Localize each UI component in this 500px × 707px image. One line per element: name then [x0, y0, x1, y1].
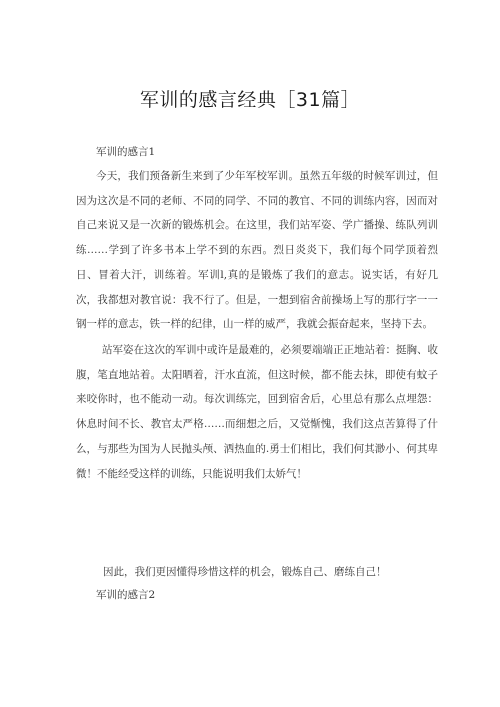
paragraph-2: 站军姿在这次的军训中或许是最难的，必须要端端正正地站着：挺胸、收腹，笔直地站着。太阳晒着，汗水直流，但这时候，都不能去抹，即使有蚊子来咬你时，也不能动一动。每次训练完，回到宿舍后，心里总有那么点埋怨：休息时间不长、教官太严格……而细想之后，又觉惭愧，我们这点苦算得了什么，与那些为国为人民抛头颅、洒热血的.勇士们相比，我们何其渺小、何其卑微！不能经受这样的训练，只能说明我们太娇气！: [76, 344, 438, 480]
paragraph-3: 因此，我们更因懂得珍惜这样的机会，锻炼自己、磨练自己！: [103, 566, 387, 578]
section-heading-2: 军训的感言2: [96, 589, 156, 601]
paragraph-1: 今天，我们预备新生来到了少年军校军训。虽然五年级的时候军训过，但因为这次是不同的老师、不同的同学、不同的教官、不同的训练内容，因而对自己来说又是一次新的锻炼机会。在这里，我们站军姿、学广播操、练队列训练……学到了许多书本上学不到的东西。烈日炎炎下，我们每个同学顶着烈日、冒着大汗，训练着。军训l,真的是锻炼了我们的意志。说实话，有好几次，我都想对教官说：我不行了。但是，一想到宿舍前操场上写的那行字一一钢一样的意志，铁一样的纪律，山一样的威严，我就会振奋起来，坚持下去。: [76, 170, 438, 331]
document-title: 军训的感言经典［31篇］: [139, 89, 361, 111]
section-heading-1: 军训的感言1: [96, 146, 156, 158]
